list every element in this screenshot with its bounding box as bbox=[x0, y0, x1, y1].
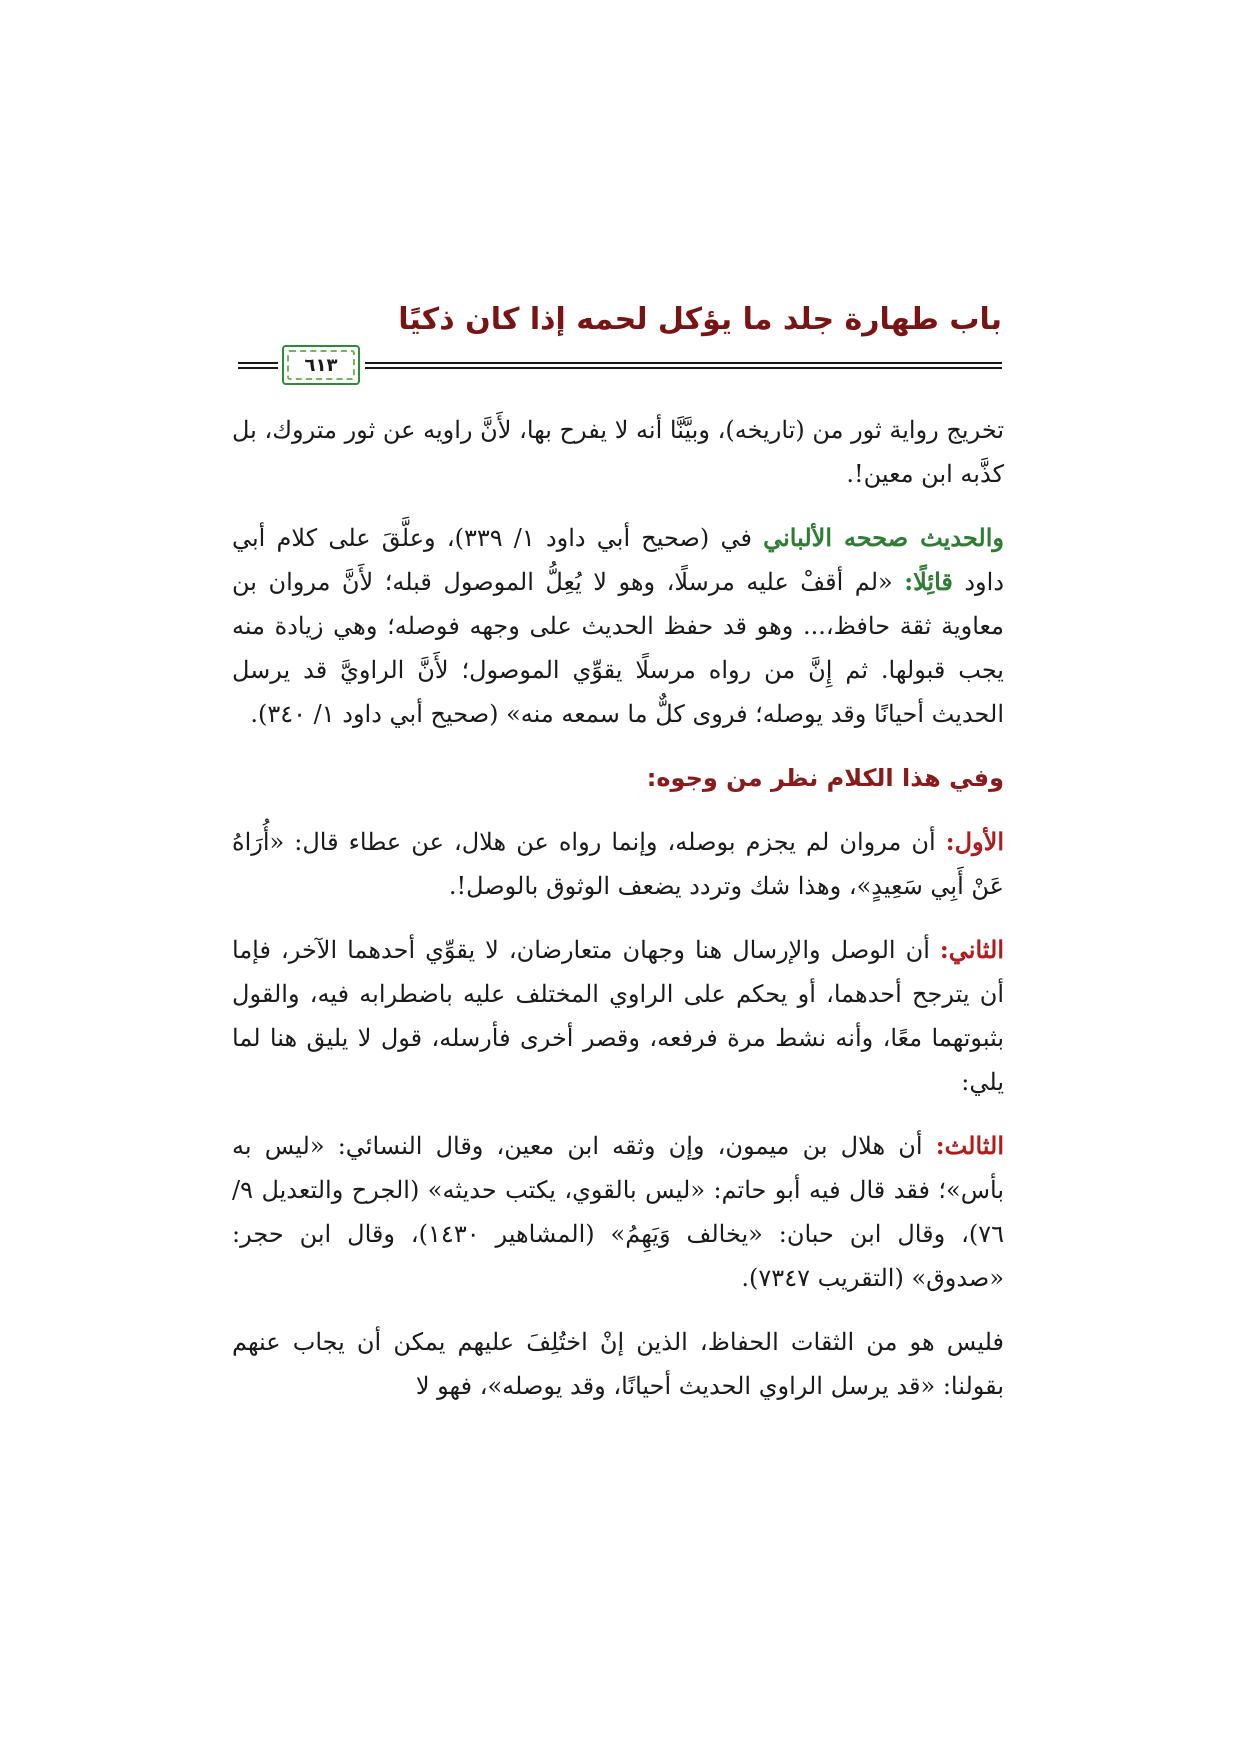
first-point-label: الأول: bbox=[945, 827, 1004, 856]
header-rule bbox=[365, 362, 1002, 369]
page-body bbox=[232, 408, 1004, 1428]
second-point-label: الثاني: bbox=[939, 935, 1004, 964]
header-rule-short bbox=[238, 362, 278, 369]
paragraph-2-label: قائِلًا: bbox=[904, 567, 953, 596]
section-heading: وفي هذا الكلام نظر من وجوه: bbox=[646, 764, 1004, 792]
paragraph-first-point bbox=[232, 820, 1004, 908]
second-point-text: أن الوصل والإرسال هنا وجهان متعارضان، لا يقوِّي أحدهما الآخر، فإما أن يترجح أحدهما، أو يحكم على الراوي المختلف عليه باضطرابه فيه، والقول بثبوتهما معًا، وأنه نشط مرة فرفعه، وقصر أخرى فأرسله، قول لا يليق هنا لما يلي: bbox=[232, 936, 1004, 1096]
page-number: ٦١٣ bbox=[287, 350, 355, 380]
paragraph-2-rest: «لم أقفْ عليه مرسلًا، وهو لا يُعِلُّ الموصول قبله؛ لأَنَّ مروان بن معاوية ثقة حافظ،... وهو قد حفظ الحديث على وجهه فوصله؛ وهي زيادة منه يجب قبولها. ثم إِنَّ من رواه مرسلًا يقوِّي الموصول؛ لأَنَّ الراويَّ قد يرسل الحديث أحيانًا وقد يوصله؛ فروى كلٌّ ما سمعه منه» (صحيح أبي داود ١/ ٣٤٠). bbox=[232, 568, 1004, 728]
paragraph-second-point bbox=[232, 928, 1004, 1104]
third-point-label: الثالث: bbox=[935, 1131, 1004, 1160]
paragraph-last: فليس هو من الثقات الحفاظ، الذين إنْ اختُلِفَ عليهم يمكن أن يجاب عنهم بقولنا: «قد يرسل الراوي الحديث أحيانًا، وقد يوصله»، فهو لا bbox=[232, 1328, 1004, 1400]
paragraph-2-mid: في (صحيح أبي داود ١/ ٣٣٩)، وعلَّقَ على كلام أبي داود bbox=[232, 524, 1005, 596]
paragraph-1: تخريج رواية ثور من (تاريخه)، وبيَّنَّا أنه لا يفرح بها، لأَنَّ راويه عن ثور متروك، بل كذَّبه ابن معين!. bbox=[232, 416, 1004, 488]
page-number-badge bbox=[282, 345, 360, 385]
first-point-text: أن مروان لم يجزم بوصله، وإنما رواه عن هلال، عن عطاء قال: «أُرَاهُ عَنْ أَبِي سَعِيدٍ»، وهذا شك وتردد يضعف الوثوق بالوصل!. bbox=[232, 828, 1004, 900]
paragraph-third-point bbox=[232, 1124, 1004, 1300]
third-point-text: أن هلال بن ميمون، وإن وثقه ابن معين، وقال النسائي: «ليس به بأس»؛ فقد قال فيه أبو حاتم: «ليس بالقوي، يكتب حديثه» (الجرح والتعديل ٩/ ٧٦)، وقال ابن حبان: «يخالف وَيَهِمُ» (المشاهير ١٤٣٠)، وقال ابن حجر: «صدوق» (التقريب ٧٣٤٧). bbox=[232, 1132, 1004, 1292]
paragraph-2-lead: والحديث صححه الألباني bbox=[763, 523, 1004, 552]
paragraph-2 bbox=[232, 516, 1004, 736]
running-header-title: باب طهارة جلد ما يؤكل لحمه إذا كان ذكيًا bbox=[398, 302, 1002, 337]
